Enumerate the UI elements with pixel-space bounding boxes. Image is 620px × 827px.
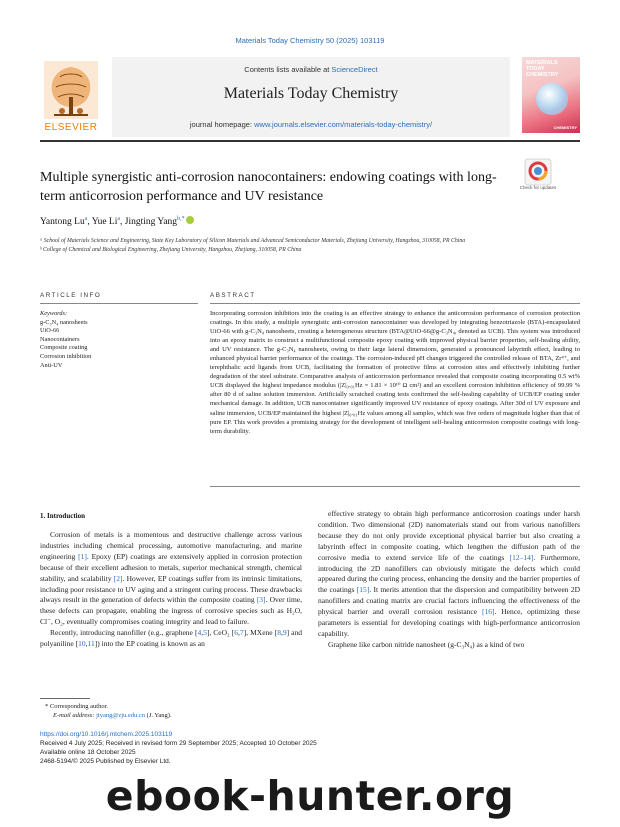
body-text: Graphene like carbon nitride nanosheet (g-C₃N₄) as a kind of two xyxy=(328,639,525,649)
citation-link[interactable]: 11 xyxy=(87,639,95,649)
citation-link[interactable]: [12–14] xyxy=(509,552,534,562)
journal-banner xyxy=(40,57,580,137)
journal-title: Materials Today Chemistry xyxy=(223,85,399,102)
citation-link[interactable]: [15] xyxy=(356,585,370,595)
journal-homepage-link[interactable]: www.journals.elsevier.com/materials-today-chemistry/ xyxy=(254,120,433,129)
homepage-prefix: journal homepage: xyxy=(189,120,255,129)
orcid-icon[interactable] xyxy=(186,216,194,224)
body-text: ] and polyaniline [ xyxy=(40,628,303,649)
body-text: . However, EP coatings suffer from its intrinsic limitations, including poor resistance to UV aging and a stringent curing process. These drawbacks always result in the generation of defects within the composite coating xyxy=(40,573,302,605)
citation-link[interactable]: 8 xyxy=(277,628,281,638)
abstract-divider xyxy=(210,303,580,304)
homepage-line xyxy=(112,120,510,129)
body-paragraph xyxy=(318,509,580,640)
introduction-heading: 1. Introduction xyxy=(40,512,85,520)
body-text: . Epoxy (EP) coatings are extensively applied in corrosion protection because of their excellent adhesion to metals, superior mechanical strength, chemical stability, and scalability xyxy=(40,551,302,583)
body-paragraph xyxy=(40,628,302,650)
journal-citation-header[interactable]: Materials Today Chemistry 50 (2025) 103119 xyxy=(235,36,385,45)
affiliation-a: ᵃ School of Materials Science and Engineering, State Key Laboratory of Silicon Materials and Advanced Semiconductor Materials, Zhejiang University, Hangzhou, 310058, PR China xyxy=(40,238,466,244)
email-label: E-mail address: xyxy=(53,712,97,719)
keyword-item: Corrosion inhibition xyxy=(40,352,92,360)
email-suffix: (J. Yang). xyxy=(145,712,172,719)
citation-link[interactable]: 10 xyxy=(78,639,86,649)
body-text: effective strategy to obtain high performance anticorrosion coatings under harsh condition. Two dimensional (2D) nanomaterials stand out from various nanofillers because they do not only provide exceptional physical barrier but also creating a labyrinth effect in composite coating, which lengthen the diffusion path of the corrosive media to extend service life of the coatings xyxy=(318,509,580,562)
received-dates: Received 4 July 2025; Received in revised form 29 September 2025; Accepted 10 October 2025 xyxy=(40,740,317,747)
journal-cover-image[interactable] xyxy=(522,57,580,133)
check-for-updates-icon[interactable] xyxy=(524,158,552,186)
citation-link[interactable]: [3] xyxy=(256,595,266,605)
author-separator: , xyxy=(87,217,92,228)
cover-title-line-3: CHEMISTRY xyxy=(526,71,559,78)
article-info-divider xyxy=(40,303,198,304)
available-online: Available online 18 October 2025 xyxy=(40,749,136,756)
cover-artwork xyxy=(536,83,568,115)
copyright-line: 2468-5194/© 2025 Published by Elsevier Ltd. xyxy=(40,758,171,765)
contents-line xyxy=(112,65,510,74)
author-affiliation-mark[interactable]: b,* xyxy=(177,216,185,222)
cover-footer: CHEMISTRY xyxy=(553,125,577,130)
body-column-right xyxy=(318,509,580,651)
body-paragraph xyxy=(318,640,580,651)
article-title: Multiple synergistic anti-corrosion nanocontainers: endowing coatings with long-term anticorrosion performance and UV resistance xyxy=(40,170,497,204)
citation-link[interactable]: 7 xyxy=(239,628,244,638)
article-info-heading: ARTICLE INFO xyxy=(40,292,102,299)
body-text: . Furthermore, introducing the 2D nanofillers can obviously mitigate the defects which could appeared during the curing process, enhancing the density and the barrier properties of the coatings xyxy=(318,552,580,595)
elsevier-wordmark: ELSEVIER xyxy=(44,122,98,133)
watermark-text: ebook-hunter.org xyxy=(105,772,515,820)
contents-prefix: Contents lists available at xyxy=(244,65,332,74)
body-text: ]) into the EP coating is known as an xyxy=(94,639,205,649)
affiliation-b: ᵇ College of Chemical and Biological Engineering, Zhejiang University, Hangzhou, Zhejiang, 310058, PR China xyxy=(40,247,302,253)
citation-link[interactable]: [1] xyxy=(78,551,87,561)
cover-title-line-1: MATERIALS xyxy=(526,60,558,66)
body-text: , xyxy=(201,628,204,638)
author-name[interactable]: Yantong Lu xyxy=(40,217,85,228)
citation-link[interactable]: 6 xyxy=(234,628,239,638)
keywords-block xyxy=(40,310,200,370)
keyword-item: Nanocontainers xyxy=(40,335,80,343)
keyword-item: UiO-66 xyxy=(40,327,60,335)
body-text: . It merits attention that the dispersion and compatibility between 2D nanofillers and coating matrix are crucial factors influencing the effectiveness of the physical barrier and overall corrosion resistance xyxy=(318,585,580,617)
affiliations xyxy=(40,237,580,255)
body-text: ], CeO₂ [ xyxy=(206,628,235,638)
body-text: Corrosion of metals is a momentous and destructive challenge across various industries including chemical processing, automotive manufacturing, and marine engineering xyxy=(40,530,302,561)
cover-title-line-2: TODAY xyxy=(526,65,545,72)
body-text: ], MXene [ xyxy=(243,628,278,638)
author-affiliation-mark[interactable]: a xyxy=(117,216,121,222)
citation-link[interactable]: 5 xyxy=(203,628,207,638)
author-affiliation-mark[interactable]: a xyxy=(84,216,88,222)
citation-link[interactable]: [2] xyxy=(113,573,123,583)
email-line xyxy=(45,711,295,720)
keyword-item: Anti-UV xyxy=(40,361,63,369)
keyword-item: g-C₃N₄ nanosheets xyxy=(40,318,88,326)
corresponding-footnote xyxy=(45,702,295,720)
author-list xyxy=(40,216,580,227)
journal-banner-center xyxy=(112,57,510,137)
cover-title xyxy=(526,61,558,78)
abstract-text: Incorporating corrosion inhibitors into the coating is an effective strategy to enhance the anticorrosion performance of corrosion protection coatings. In this study, a multiple synergistic anti-corrosion nanocontainer was developed by integrating benzotriazole (BTA)-encapsulated UiO-66 with g-C₃N₄ nanosheets, creating a heterogeneous structure (BTA@UiO-66@g-C₃N₄, denoted as UCB). This system was introduced into an epoxy matrix to construct a multifunctional composite epoxy coating with improved physical barrier properties, self-healing ability, and UV resistance. The g-C₃N₄ nanosheets, owing to their large lateral dimensions, generated a pronounced labyrinth effect, leading to enhanced physical barrier performance of the coatings. The corrosion-induced pH changes triggered the controlled release of BTA, Zr⁴⁺, and terephthalic acid ligands from UCB, facilitating the formation of protective films at corrosion sites and effectively inhibiting further degradation of the steel substrate. Comparative analysis of anticorrosion performance revealed that composite coating incorporating 0.5 wt% UCB displayed the highest impedance modulus (|Z|₀.₀₁Hz = 1.81 × 10¹⁰ Ω cm²) and an excellent corrosion inhibition efficiency of 99.99 % after 80 d of saline solution immersion. Artificially scratched coating tests confirmed the self-healing capability of UCB/EP coating under mechanical damage. In addition, UCB nanocontainer significantly improved UV resistance of epoxy coatings. After 30d of UV exposure and saline immersion, UCB/EP maintained the highest |Z|₀.₀₁Hz values among all samples, which was five orders of magnitude higher than that of pure EP. This work provides a promising strategy for the development of intelligent self-healing anticorrosion composite coatings with long-term durability. xyxy=(210,310,580,435)
doi-link[interactable]: https://doi.org/10.1016/j.mtchem.2025.103119 xyxy=(40,731,173,738)
body-text: , xyxy=(85,639,88,649)
body-text: . Hence, optimizing these parameters is essential for developing coatings with high-performance anticorrosion capability. xyxy=(318,607,580,638)
check-for-updates-label[interactable]: Check for updates xyxy=(519,185,557,190)
banner-divider xyxy=(40,140,580,142)
citation-link[interactable]: 9 xyxy=(282,628,287,638)
body-paragraph xyxy=(40,530,302,628)
body-text: , xyxy=(238,628,240,638)
body-text: Recently, introducing nanofiller (e.g., graphene [ xyxy=(50,628,198,638)
keyword-item: Composite coating xyxy=(40,344,88,352)
author-email-link[interactable]: jtyang@zju.edu.cn xyxy=(96,712,146,719)
abstract-heading: ABSTRACT xyxy=(210,292,256,299)
citation-link[interactable]: 4 xyxy=(197,628,202,638)
corresponding-author-text: Corresponding author. xyxy=(49,703,109,710)
publication-info xyxy=(40,730,340,766)
footnote-divider xyxy=(40,698,90,699)
author-separator: , xyxy=(120,217,125,228)
body-text: , xyxy=(280,628,283,638)
body-text: . Over time, these defects can propagate, enabling the ingress of corrosive species such as H₂O, Cl⁻, O₂, eventually compromises coating integrity and lead to failure. xyxy=(40,595,302,627)
corresponding-author-note: * Corresponding author. xyxy=(45,703,109,710)
abstract-bottom-divider xyxy=(210,486,580,487)
sciencedirect-link[interactable]: ScienceDirect xyxy=(331,65,378,74)
author-name[interactable]: Jingting Yang xyxy=(124,217,178,228)
author-name[interactable]: Yue Li xyxy=(91,217,118,228)
citation-link[interactable]: [16] xyxy=(481,607,495,617)
body-column-left xyxy=(40,530,302,650)
keywords-label: Keywords: xyxy=(40,310,68,317)
